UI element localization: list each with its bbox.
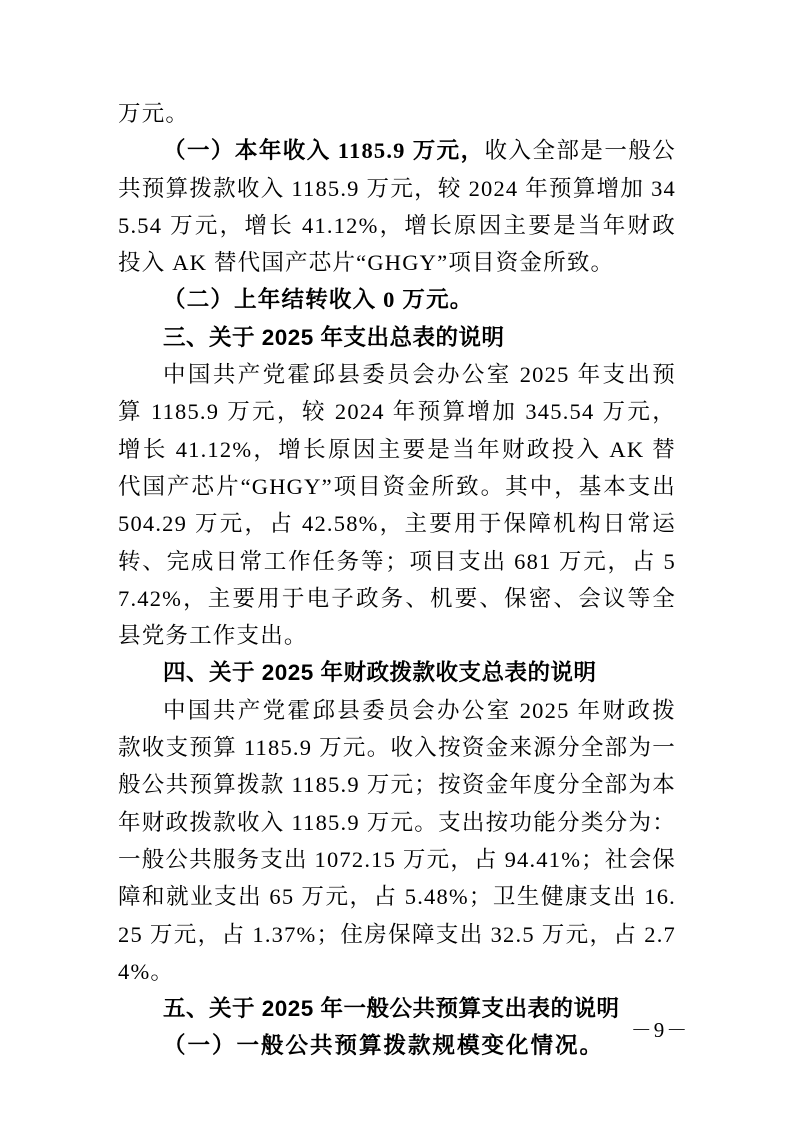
heading-section-4-fiscal-appropriation-table: [118, 654, 676, 691]
heading-section-5-general-public-budget-table: [118, 990, 676, 1027]
para-item-1-current-year-income-text: （一）本年收入 1185.9 万元，: [163, 138, 485, 164]
para-continuation: [118, 95, 676, 132]
para-continuation-text: 万元。: [118, 101, 190, 126]
page-number: －9－: [630, 1018, 690, 1042]
document-body: [118, 95, 676, 1065]
para-section-3-expenditure-detail-text: 中国共产党霍邱县委员会办公室 2025 年支出预算 1185.9 万元，较 2024 年预算增加 345.54 万元，增长 41.12%，增长原因主要是当年财政投入 AK 替代国产芯片“GHGY”项目资金所致。其中，基本支出 504.29 万元，占 42.58%，主要用于保障机构日常运转、完成日常工作任务等；项目支出 681 万元，占 57.42%，主要用于电子政务、机要、保密、会议等全县党务工作支出。: [118, 362, 676, 649]
para-section-4-fiscal-appropriation-detail-text: 中国共产党霍邱县委员会办公室 2025 年财政拨款收支预算 1185.9 万元。收入按资金来源分全部为一般公共预算拨款 1185.9 万元；按资金年度分全部为本年财政拨款收入 1185.9 万元。支出按功能分类分为：一般公共服务支出 1072.15 万元，占 94.41%；社会保障和就业支出 65 万元，占 5.48%；卫生健康支出 16.25 万元，占 1.37%；住房保障支出 32.5 万元，占 2.74%。: [118, 697, 676, 984]
heading-section-3-expenditure-table-text: 三、关于 2025 年支出总表的说明: [163, 324, 505, 350]
heading-section-4-fiscal-appropriation-table-text: 四、关于 2025 年财政拨款收支总表的说明: [163, 660, 597, 686]
para-item-2-carryover-income: [118, 281, 676, 318]
heading-section-5-general-public-budget-table-text: 五、关于 2025 年一般公共预算支出表的说明: [163, 996, 620, 1022]
para-item-2-carryover-income-text: （二）上年结转收入 0 万元。: [163, 287, 474, 313]
para-item-1-current-year-income: [118, 132, 676, 281]
para-item-1-current-year-income-text: 收入全部是一般公共预算拨款收入 1185.9 万元，较 2024 年预算增加 345.54 万元，增长 41.12%，增长原因主要是当年财政投入 AK 替代国产芯片“GHGY”项目资金所致。: [118, 138, 677, 276]
para-section-4-fiscal-appropriation-detail: [118, 692, 676, 990]
para-sub-1-appropriation-scale-change: [118, 1027, 676, 1064]
para-section-3-expenditure-detail: [118, 356, 676, 654]
heading-section-3-expenditure-table: [118, 319, 676, 356]
para-sub-1-appropriation-scale-change-text: （一）一般公共预算拨款规模变化情况。: [163, 1033, 605, 1059]
